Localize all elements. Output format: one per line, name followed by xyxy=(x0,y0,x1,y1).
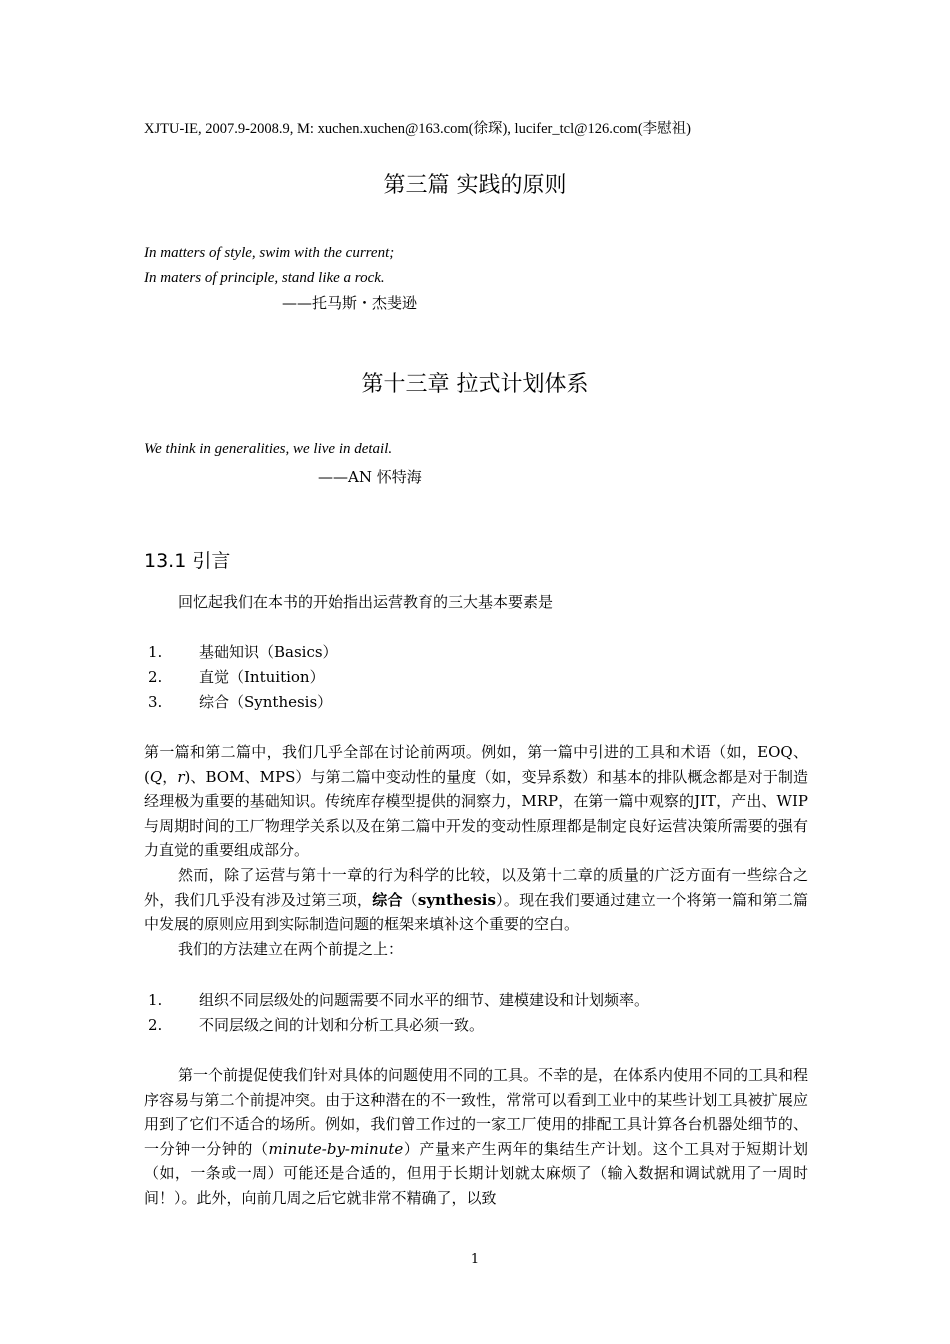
epigraph-2-attribution: ——AN 怀特海 xyxy=(318,468,422,486)
paragraph-3: 我们的方法建立在两个前提之上： xyxy=(178,940,404,958)
epigraph-1-line-2: In maters of principle, stand like a rock. xyxy=(144,270,385,286)
paragraph-4 xyxy=(144,1063,808,1210)
text-run: ）。现在我们要通过建立一个将第一篇和第二篇中发展的原则应用到实际制造问题的框架来填补这个重要的空白。 xyxy=(144,890,808,933)
text-run: 然而，除了运营与第十一章的行为科学的比较，以及第十二章的质量的广泛方面有一些综合之外，我们几乎没有涉及过第三项， xyxy=(144,866,808,909)
paragraph-2 xyxy=(144,863,808,937)
emphasis-synthesis-en: synthesis xyxy=(417,890,496,909)
list-text: 基础知识（Basics） xyxy=(199,643,338,661)
epigraph-1-line-1: In matters of style, swim with the current; xyxy=(144,245,395,261)
chapter-title: 第十三章 拉式计划体系 xyxy=(361,372,589,397)
text-run-italic: Q xyxy=(149,767,163,786)
text-run: 。传统库存模型提供的洞察力，MRP，在第一篇中观察的JIT，产出、WIP与周期时间的工厂物理学关系以及在第二篇中开发的变动性原理都是制定良好运营决策所需要的强有力 xyxy=(144,792,808,859)
text-run: 第一篇和第二篇中，我们几乎全部在讨论前两项。例如，第一篇中引进的工具和术语（如，EOQ、( xyxy=(144,743,808,786)
text-run-italic: minute-by-minute xyxy=(268,1139,404,1158)
epigraph-1 xyxy=(144,241,394,291)
text-run: )、BOM、MPS）与第二篇中变动性的量度（如，变异系数）和基本的排队概念都是对于制造经理极为重要的 xyxy=(144,767,808,810)
list-number: 3. xyxy=(148,693,163,711)
list-text: 组织不同层级处的问题需要不同水平的细节、建模建设和计划频率。 xyxy=(199,991,650,1009)
emphasis-intuition: 直觉 xyxy=(159,841,190,859)
page-header: XJTU-IE, 2007.9-2008.9, M: xuchen.xuchen@163.com(徐琛), lucifer_tcl@126.com(李慰祖) xyxy=(144,121,691,137)
text-run-italic: r xyxy=(177,767,185,786)
list-number: 2. xyxy=(148,668,163,686)
page-number: 1 xyxy=(470,1252,480,1267)
paragraph-1 xyxy=(144,740,808,863)
list-number: 1. xyxy=(148,991,163,1009)
epigraph-1-attribution: ——托马斯・杰斐逊 xyxy=(282,294,418,312)
emphasis-basics: 基础知识 xyxy=(249,792,311,810)
list-text: 直觉（Intuition） xyxy=(199,668,325,686)
text-run: ）产量来产生两年的集结生产计划。这个工具对于短期计划（如，一条或一周）可能还是合适的，但用于长期计划就太麻烦了（输入数据和调试就用了一周时间！）。此外，向前几周之后它就非常不精确了，以致 xyxy=(144,1139,808,1207)
intro-sentence: 回忆起我们在本书的开始指出运营教育的三大基本要素是 xyxy=(178,593,554,611)
text-run: 的重要组成部分。 xyxy=(189,841,310,859)
text-run: ， xyxy=(162,767,178,786)
part-title: 第三篇 实践的原则 xyxy=(383,173,567,198)
emphasis-synthesis-cn: 综合 xyxy=(372,890,403,909)
epigraph-2-line-1: We think in generalities, we live in detail. xyxy=(144,441,393,457)
text-run: 第一个前提促使我们针对具体的问题使用不同的工具。不幸的是，在体系内使用不同的工具和程序容易与第二个前提冲突。由于这种潜在的不一致性，常常可以看到工业中的某些计划工具被扩展应用到了它们不适合的场所。例如，我们曾工作过的一家工厂使用的排配工具计算各台机器处细节的、一分钟一分钟的（ xyxy=(144,1066,809,1158)
list-text: 综合（Synthesis） xyxy=(199,693,333,711)
section-title: 13.1 引言 xyxy=(144,550,231,572)
list-number: 1. xyxy=(148,643,163,661)
list-text: 不同层级之间的计划和分析工具必须一致。 xyxy=(199,1016,485,1034)
list-number: 2. xyxy=(148,1016,163,1034)
text-run: （ xyxy=(402,890,418,909)
